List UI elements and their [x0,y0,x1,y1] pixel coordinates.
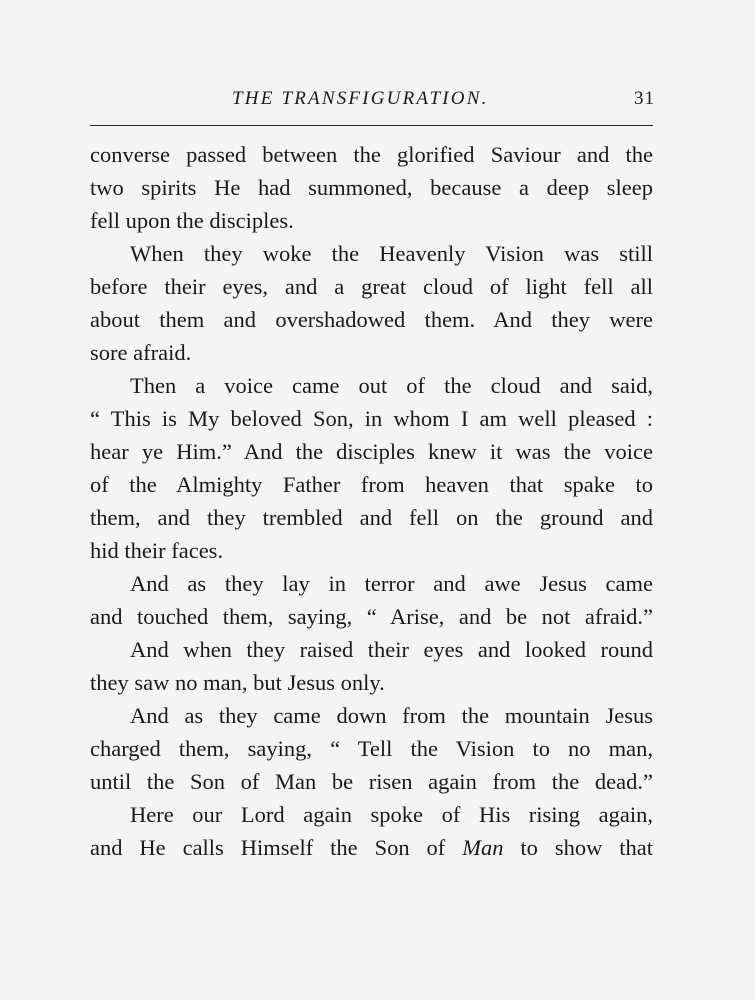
text-line: until the Son of Man be risen again from the dead.” [90,769,653,794]
text-fragment: and He calls Himself the Son of [90,835,446,860]
page-number: 31 [634,88,655,109]
text-line: Then a voice came out of the cloud and said, [130,373,653,398]
running-title: THE TRANSFIGURATION. [232,88,489,109]
text-line: them, and they trembled and fell on the ground and [90,505,653,530]
page-header [90,88,655,118]
text-line: And when they raised their eyes and looked round [130,637,653,662]
text-line: hear ye Him.” And the disciples knew it was the voice [90,439,653,464]
text-line: two spirits He had summoned, because a deep sleep [90,175,653,200]
text-line: When they woke the Heavenly Vision was still [130,241,653,266]
text-line: And as they lay in terror and awe Jesus came [130,571,653,596]
text-fragment: to show that [520,835,654,860]
text-line: of the Almighty Father from heaven that spake to [90,472,653,497]
header-rule [90,125,653,126]
text-line: before their eyes, and a great cloud of light fell all [90,274,653,299]
body-text [90,138,653,864]
text-line: fell upon the disciples. [90,208,294,233]
text-line: converse passed between the glorified Saviour and the [90,142,653,167]
text-line-final [90,831,653,864]
text-line: about them and overshadowed them. And they were [90,307,653,332]
text-line: And as they came down from the mountain Jesus [130,703,653,728]
text-line: they saw no man, but Jesus only. [90,670,385,695]
text-line: Here our Lord again spoke of His rising again, [130,802,653,827]
italic-word: Man [462,835,504,860]
text-line: charged them, saying, “ Tell the Vision to no man, [90,736,653,761]
text-line: and touched them, saying, “ Arise, and be not afraid.” [90,604,653,629]
text-line: sore afraid. [90,340,192,365]
text-line: hid their faces. [90,538,224,563]
text-line: “ This is My beloved Son, in whom I am well pleased : [90,406,653,431]
